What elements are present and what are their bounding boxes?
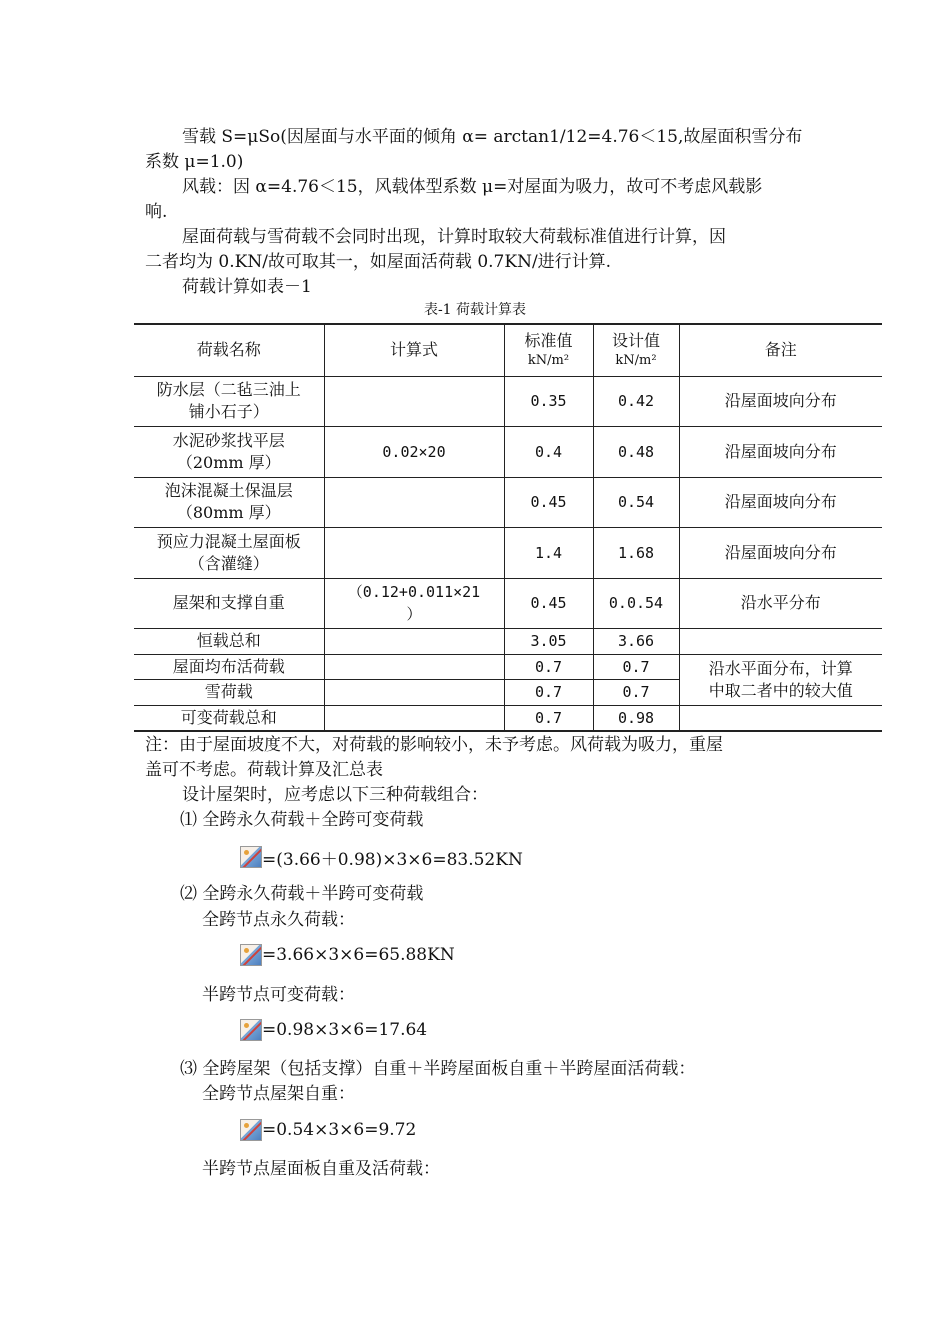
row-note: 沿屋面坡向分布 xyxy=(679,426,882,477)
paragraph-roof-load: 屋面荷载与雪荷载不会同时出现，计算时取较大荷载标准值进行计算，因 xyxy=(182,227,726,247)
merged-note-line2: 中取二者中的较大值 xyxy=(708,680,853,700)
row-name: 雪荷载 xyxy=(134,679,324,705)
formula-text: =3.66×3×6=65.88KN xyxy=(262,945,455,965)
table-row xyxy=(134,477,882,527)
row-name: 可变荷载总和 xyxy=(134,705,324,731)
row-formula xyxy=(324,705,504,731)
paragraph-snow-load-cont: 系数 μ=1.0) xyxy=(145,152,244,172)
row-design: 3.66 xyxy=(593,628,679,654)
paragraph-wind-load: 风载：因 α=4.76＜15，风载体型系数 μ=对屋面为吸力，故可不考虑风载影 xyxy=(182,177,763,197)
paragraph-roof-load-cont: 二者均为 0.KN/故可取其一，如屋面活荷载 0.7KN/进行计算. xyxy=(145,252,612,272)
table-row xyxy=(134,376,882,426)
row-name-line1: 泡沫混凝土保温层 xyxy=(164,481,293,500)
row-design: 0.7 xyxy=(593,679,679,705)
image-placeholder-icon xyxy=(240,1119,262,1141)
paragraph-wind-load-cont: 响. xyxy=(145,202,168,222)
case-3-panel-label: 半跨节点屋面板自重及活荷载： xyxy=(202,1159,440,1179)
header-design-unit: kN/m² xyxy=(615,353,657,369)
row-formula xyxy=(324,527,504,578)
row-formula xyxy=(324,654,504,679)
case-1-heading: ⑴ 全跨永久荷载＋全跨可变荷载 xyxy=(180,810,424,830)
formula-text: =(3.66＋0.98)×3×6=83.52KN xyxy=(262,849,523,870)
row-standard: 0.45 xyxy=(504,578,593,628)
row-design: 0.7 xyxy=(593,654,679,679)
table-row xyxy=(134,426,882,477)
row-note-merged xyxy=(679,654,882,705)
row-name-line2: 铺小石子） xyxy=(188,402,269,421)
note-line2: 盖可不考虑。荷载计算及汇总表 xyxy=(145,760,383,780)
row-note: 沿屋面坡向分布 xyxy=(679,527,882,578)
note-line1: 注：由于屋面坡度不大，对荷载的影响较小，未予考虑。风荷载为吸力，重屋 xyxy=(145,735,723,755)
case-2-permanent-label: 全跨节点永久荷载： xyxy=(202,910,355,930)
row-note: 沿屋面坡向分布 xyxy=(679,477,882,527)
case-2-heading: ⑵ 全跨永久荷载＋半跨可变荷载 xyxy=(180,884,424,904)
image-placeholder-icon xyxy=(240,1019,262,1041)
combination-intro: 设计屋架时，应考虑以下三种荷载组合： xyxy=(182,785,488,805)
formula-text: =0.98×3×6=17.64 xyxy=(262,1020,428,1040)
table-header-row xyxy=(134,324,882,376)
row-standard: 1.4 xyxy=(504,527,593,578)
row-standard: 0.7 xyxy=(504,654,593,679)
row-name: 屋面均布活荷载 xyxy=(134,654,324,679)
formula-text: =0.54×3×6=9.72 xyxy=(262,1120,417,1140)
row-formula xyxy=(324,628,504,654)
row-name xyxy=(134,376,324,426)
row-standard: 3.05 xyxy=(504,628,593,654)
row-note xyxy=(679,628,882,654)
row-standard: 0.7 xyxy=(504,705,593,731)
row-name-line1: 预应力混凝土屋面板 xyxy=(156,531,301,551)
image-placeholder-icon xyxy=(240,846,262,868)
image-placeholder-icon xyxy=(240,944,262,966)
table-caption: 表-1 荷载计算表 xyxy=(423,302,527,318)
table-row xyxy=(134,527,882,578)
row-formula xyxy=(324,376,504,426)
row-name xyxy=(134,527,324,578)
row-formula-line1: （0.12+0.011×21 xyxy=(347,583,481,601)
header-design-value xyxy=(593,324,679,376)
merged-note-line1: 沿水平面分布，计算 xyxy=(708,658,853,678)
row-name-line1: 水泥砂浆找平层 xyxy=(172,430,285,450)
table-row-dead-total xyxy=(134,628,882,654)
row-standard: 0.45 xyxy=(504,477,593,527)
header-standard-unit: kN/m² xyxy=(527,353,570,369)
row-design: 0.0.54 xyxy=(593,578,679,628)
row-formula: 0.02×20 xyxy=(324,426,504,477)
header-standard-value xyxy=(504,324,593,376)
table-row-variable-total xyxy=(134,705,882,731)
header-note: 备注 xyxy=(679,324,882,376)
row-design: 0.98 xyxy=(593,705,679,731)
row-name-line2: （80mm 厚） xyxy=(176,503,281,522)
formula-case-1 xyxy=(240,844,523,870)
formula-case-3a xyxy=(240,1117,416,1143)
row-note: 沿水平分布 xyxy=(679,578,882,628)
paragraph-table-ref: 荷载计算如表－1 xyxy=(182,277,312,297)
load-calculation-table xyxy=(134,323,882,732)
table-row xyxy=(134,578,882,628)
row-name-line2: （20mm 厚） xyxy=(176,452,281,472)
header-standard-label: 标准值 xyxy=(524,331,573,351)
header-formula: 计算式 xyxy=(324,324,504,376)
row-design: 0.42 xyxy=(593,376,679,426)
row-name xyxy=(134,477,324,527)
row-design: 0.54 xyxy=(593,477,679,527)
formula-case-2a xyxy=(240,942,455,968)
row-note xyxy=(679,705,882,731)
header-design-label: 设计值 xyxy=(611,331,660,351)
row-name xyxy=(134,426,324,477)
case-2-variable-label: 半跨节点可变荷载： xyxy=(202,985,355,1005)
row-standard: 0.4 xyxy=(504,426,593,477)
row-name: 恒载总和 xyxy=(134,628,324,654)
row-formula-line2: ） xyxy=(406,605,422,623)
table-row-live-roof xyxy=(134,654,882,679)
row-design: 0.48 xyxy=(593,426,679,477)
row-design: 1.68 xyxy=(593,527,679,578)
row-note: 沿屋面坡向分布 xyxy=(679,376,882,426)
row-formula xyxy=(324,477,504,527)
case-3-truss-label: 全跨节点屋架自重： xyxy=(202,1084,355,1104)
row-standard: 0.7 xyxy=(504,679,593,705)
row-formula xyxy=(324,679,504,705)
row-name-line1: 防水层（二毡三油上 xyxy=(156,380,301,399)
formula-case-2b xyxy=(240,1017,427,1043)
row-name: 屋架和支撑自重 xyxy=(134,578,324,628)
row-formula xyxy=(324,578,504,628)
header-load-name: 荷载名称 xyxy=(134,324,324,376)
case-3-heading: ⑶ 全跨屋架（包括支撑）自重＋半跨屋面板自重＋半跨屋面活荷载： xyxy=(180,1059,696,1079)
row-standard: 0.35 xyxy=(504,376,593,426)
row-name-line2: （含灌缝） xyxy=(188,553,269,573)
paragraph-snow-load: 雪载 S=μSo(因屋面与水平面的倾角 α= arctan1/12=4.76＜15,故屋面积雪分布 xyxy=(182,127,803,147)
